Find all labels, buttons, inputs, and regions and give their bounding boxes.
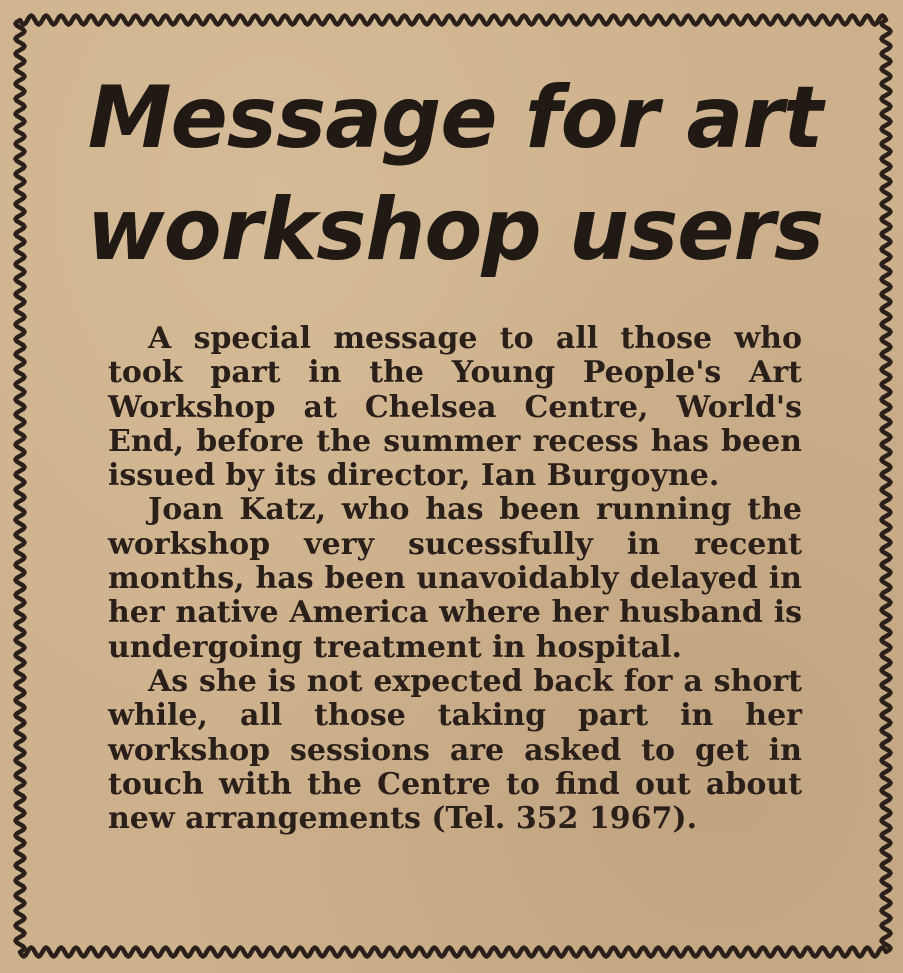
paragraph-1: A special message to all those who took part in the Young People's Art Workshop at Chelsea Centre, World's End, before the summer recess has been issued by its director, Ian Burgoyne. <box>108 321 802 494</box>
article-body <box>108 322 802 836</box>
paragraph-2: Joan Katz, who has been running the workshop very sucessfully in recent months, has been unavoidably delayed in her native America where her husband is undergoing treatment in hospital. <box>108 492 802 665</box>
headline-line-2: workshop users <box>86 180 824 280</box>
headline <box>68 62 842 286</box>
headline-line-1: Message for art <box>87 68 823 168</box>
paragraph-3: As she is not expected back for a short while, all those taking part in her workshop sessions are asked to get in touch with the Centre to find out about new arrangements (Tel. 352 1967). <box>108 663 802 837</box>
